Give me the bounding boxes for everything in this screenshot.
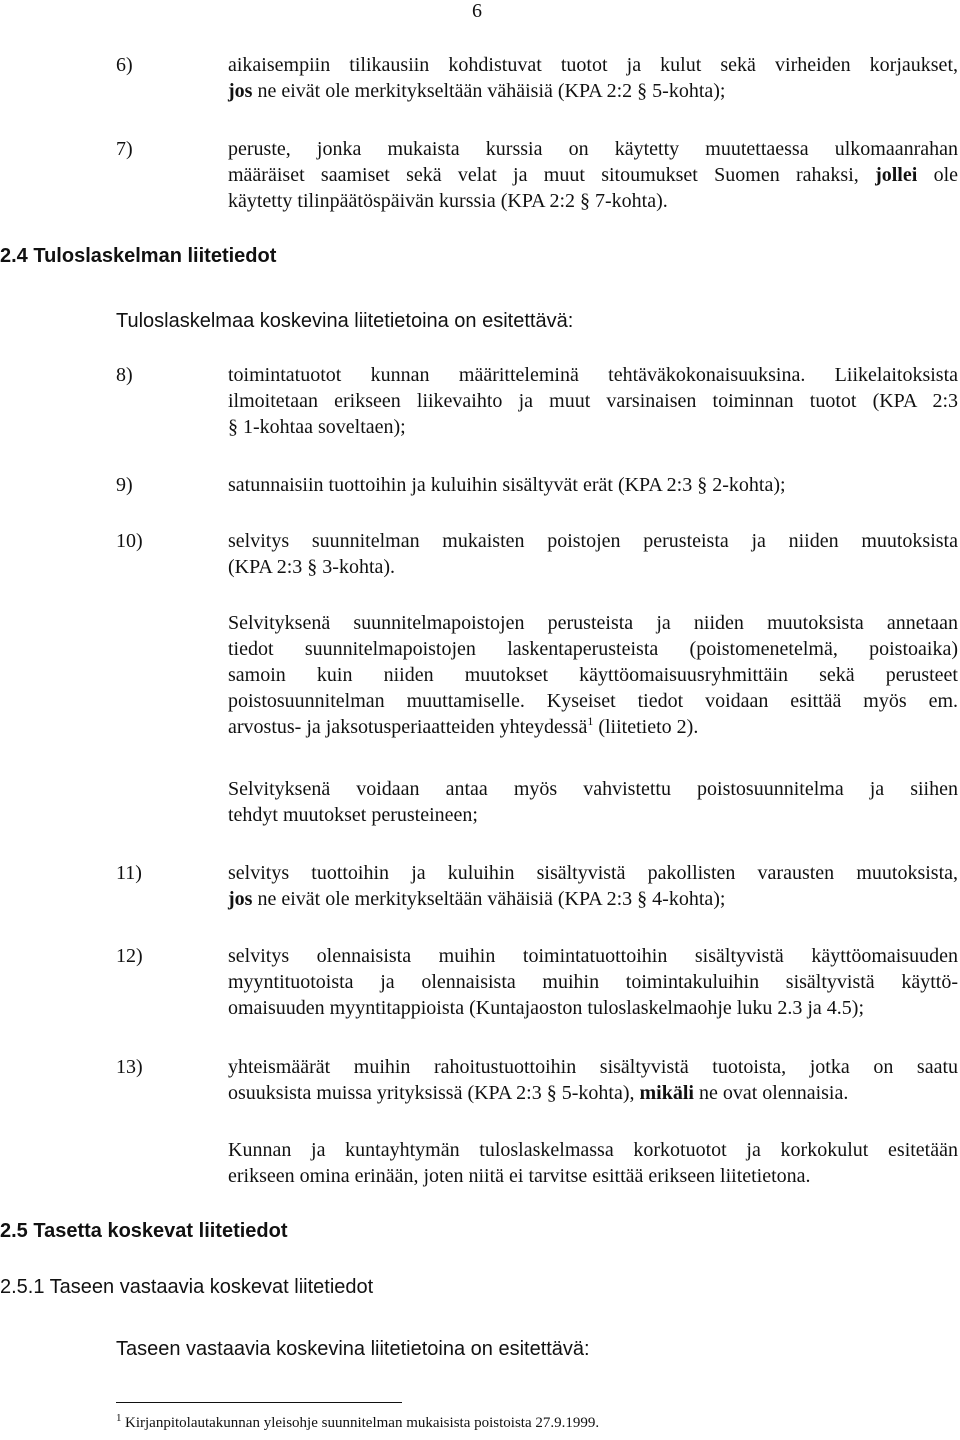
list-item-number: 13) xyxy=(116,1056,143,1078)
text-segment: ne ovat olennaisia. xyxy=(693,1082,849,1104)
text-line xyxy=(228,776,958,802)
text-line xyxy=(228,802,958,828)
section-heading-2-4: 2.4 Tuloslaskelman liitetiedot xyxy=(0,245,277,267)
list-item-text xyxy=(228,1054,958,1106)
text-segment: § 1-kohtaa soveltaen); xyxy=(228,416,406,438)
text-segment: ne eivät ole merkitykseltään vähäisiä (KPA 2:2 § 5-kohta); xyxy=(252,80,726,102)
text-segment: aikaisempiin tilikausiin kohdistuvat tuotot ja kulut sekä virheiden korjaukset, xyxy=(228,54,958,76)
text-line xyxy=(228,52,958,78)
text-line xyxy=(228,969,958,995)
text-segment: osuuksista muissa yrityksissä (KPA 2:3 § 5-kohta), xyxy=(228,1082,640,1104)
subsection-heading-2-5-1: 2.5.1 Taseen vastaavia koskevat liitetiedot xyxy=(0,1276,374,1298)
text-line xyxy=(228,662,958,688)
text-segment: tehdyt muutokset perusteineen; xyxy=(228,804,478,826)
text-line xyxy=(228,162,958,188)
bold-text: jos xyxy=(228,888,253,910)
paragraph xyxy=(228,610,958,740)
text-line xyxy=(228,688,958,714)
text-segment: Selvityksenä suunnitelmapoistojen perusteista ja niiden muutoksista annetaan xyxy=(228,612,958,634)
text-segment: ilmoitetaan erikseen liikevaihto ja muut varsinaisen toiminnan tuotot (KPA 2:3 xyxy=(228,390,958,412)
text-segment: tiedot suunnitelmapoistojen laskentaperusteista (poistomenetelmä, poistoaika) xyxy=(228,638,958,660)
footnote-rule xyxy=(116,1402,402,1403)
list-item-text xyxy=(228,52,958,104)
text-line xyxy=(228,388,958,414)
text-segment: määräiset saamiset sekä velat ja muut sitoumukset Suomen rahaksi, xyxy=(228,164,876,186)
text-line xyxy=(228,943,958,969)
footnote-text: Kirjanpitolautakunnan yleisohje suunnitelman mukaisista poistoista 27.9.1999. xyxy=(125,1415,600,1431)
text-segment: ole xyxy=(917,164,959,186)
text-line xyxy=(228,1137,958,1163)
list-item-text xyxy=(228,528,958,580)
text-line xyxy=(228,860,958,886)
paragraph xyxy=(228,1137,958,1189)
text-segment: omaisuuden myyntitappioista (Kuntajaoston tuloslaskelmaohje luku 2.3 ja 4.5); xyxy=(228,997,865,1019)
section-intro-2-4: Tuloslaskelmaa koskevina liitetietoina on esitettävä: xyxy=(116,310,574,332)
text-line xyxy=(228,136,958,162)
text-segment: Kunnan ja kuntayhtymän tuloslaskelmassa korkotuotot ja korkokulut esitetään xyxy=(228,1139,958,1161)
text-line xyxy=(228,362,958,388)
text-segment: toimintatuotot kunnan määrittelеminä tehtäväkokonaisuuksina. Liikelaitoksista xyxy=(228,364,958,386)
bold-text: mikäli xyxy=(639,1082,694,1104)
text-segment: (liitetieto 2). xyxy=(593,716,699,738)
text-line xyxy=(228,554,958,580)
text-line xyxy=(228,636,958,662)
text-segment: yhteismäärät muihin rahoitustuottoihin sisältyvistä tuotoista, jotka on saatu xyxy=(228,1056,958,1078)
text-line xyxy=(228,610,958,636)
text-line xyxy=(228,78,958,104)
text-line xyxy=(228,414,958,440)
text-segment: Selvityksenä voidaan antaa myös vahvistettu poistosuunnitelma ja siihen xyxy=(228,778,958,800)
text-segment: selvitys tuottoihin ja kuluihin sisältyvistä pakollisten varausten muutoksista, xyxy=(228,862,958,884)
text-line xyxy=(228,188,958,214)
bold-text: jos xyxy=(228,80,253,102)
text-segment: samoin kuin niiden muutokset käyttöomaisuusryhmittäin sekä perusteet xyxy=(228,664,958,686)
section-heading-2-5: 2.5 Tasetta koskevat liitetiedot xyxy=(0,1220,288,1242)
list-item-text xyxy=(228,943,958,1021)
text-segment: myyntituotoista ja olennaisista muihin toimintakuluihin sisältyvistä käyttö- xyxy=(228,971,958,993)
list-item-number: 12) xyxy=(116,945,143,967)
list-item-number: 10) xyxy=(116,530,143,552)
text-line xyxy=(228,1163,958,1189)
list-item-number: 6) xyxy=(116,54,133,76)
section-intro-2-5-1: Taseen vastaavia koskevina liitetietoina on esitettävä: xyxy=(116,1338,590,1360)
text-segment: arvostus- ja jaksotusperiaatteiden yhteydessä xyxy=(228,716,588,738)
text-line xyxy=(228,528,958,554)
footnote xyxy=(116,1414,599,1433)
text-line xyxy=(228,1054,958,1080)
text-segment: selvitys olennaisista muihin toimintatuottoihin sisältyvistä käyttöomaisuuden xyxy=(228,945,958,967)
text-line xyxy=(228,1080,958,1106)
text-segment: (KPA 2:3 § 3-kohta). xyxy=(228,556,396,578)
list-item-text xyxy=(228,362,958,440)
footnote-reference: 1 xyxy=(587,714,594,728)
text-line xyxy=(228,995,958,1021)
list-item-text xyxy=(228,860,958,912)
bold-text: jollei xyxy=(875,164,918,186)
list-item-number: 9) xyxy=(116,474,133,496)
text-segment: satunnaisiin tuottoihin ja kuluihin sisältyvät erät (KPA 2:3 § 2-kohta); xyxy=(228,474,786,496)
text-segment: selvitys suunnitelman mukaisten poistojen perusteista ja niiden muutoksista xyxy=(228,530,958,552)
list-item-number: 8) xyxy=(116,364,133,386)
text-line xyxy=(228,472,958,498)
text-segment: käytetty tilinpäätöspäivän kurssia (KPA 2:2 § 7-kohta). xyxy=(228,190,668,212)
page-number: 6 xyxy=(472,0,482,22)
text-segment: peruste, jonka mukaista kurssia on käytetty muutettaessa ulkomaanrahan xyxy=(228,138,958,160)
list-item-text xyxy=(228,136,958,214)
text-segment: ne eivät ole merkitykseltään vähäisiä (KPA 2:3 § 4-kohta); xyxy=(252,888,726,910)
text-segment: poistosuunnitelman muuttamiselle. Kyseiset tiedot voidaan esittää myös em. xyxy=(228,690,958,712)
paragraph xyxy=(228,776,958,828)
text-line xyxy=(228,886,958,912)
list-item-text xyxy=(228,472,958,498)
footnote-marker: 1 xyxy=(116,1412,122,1424)
list-item-number: 7) xyxy=(116,138,133,160)
list-item-number: 11) xyxy=(116,862,142,884)
text-line xyxy=(228,714,958,740)
text-segment: erikseen omina erinään, joten niitä ei tarvitse esittää erikseen liitetietona. xyxy=(228,1165,811,1187)
